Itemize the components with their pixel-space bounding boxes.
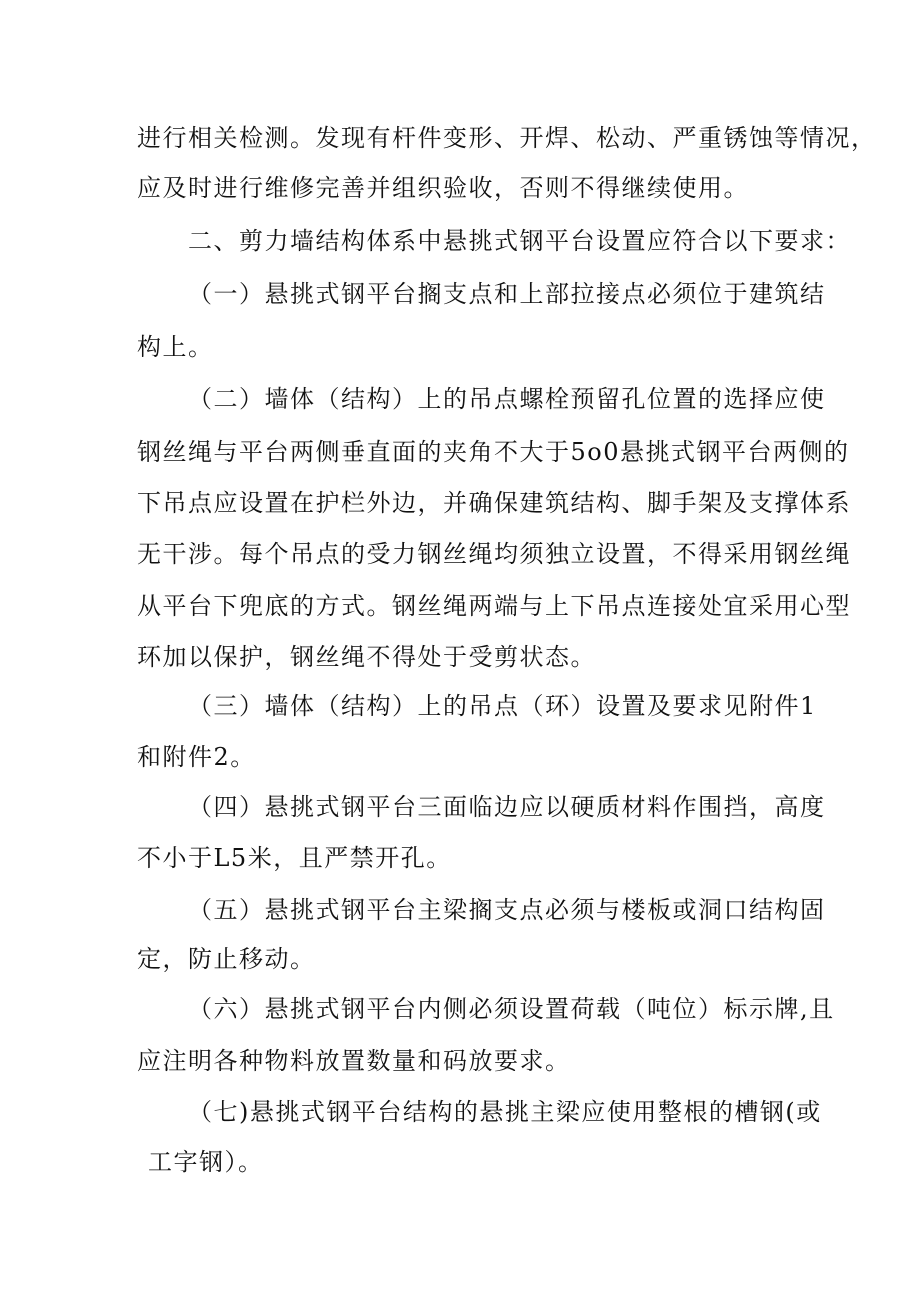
text-line-17: 定，防止移动。 (137, 945, 316, 973)
text-line-9: 无干涉。每个吊点的受力钢丝绳均须独立设置，不得采用钢丝绳 (137, 540, 851, 568)
text-line-11: 环加以保护，钢丝绳不得处于受剪状态。 (137, 643, 596, 671)
section-heading: 二、剪力墙结构体系中悬挑式钢平台设置应符合以下要求： (188, 227, 851, 255)
text-line-6: （二）墙体（结构）上的吊点螺栓预留孔位置的选择应使 (188, 385, 826, 413)
text-line-2: 应及时进行维修完善并组织验收，否则不得继续使用。 (137, 174, 749, 202)
text-line-4: （一）悬挑式钢平台搁支点和上部拉接点必须位于建筑结 (188, 280, 826, 308)
text-line-16: （五）悬挑式钢平台主梁搁支点必须与楼板或洞口结构固 (188, 896, 826, 924)
text-line-19: 应注明各种物料放置数量和码放要求。 (137, 1047, 571, 1075)
text-line-20: （七)悬挑式钢平台结构的悬挑主梁应使用整根的槽钢(或 (188, 1098, 822, 1126)
text-line-15: 不小于L5米，且严禁开孔。 (137, 844, 452, 872)
text-line-5: 构上。 (137, 333, 214, 361)
text-line-12: （三）墙体（结构）上的吊点（环）设置及要求见附件1 (188, 692, 817, 720)
text-line-21: 工字钢）。 (148, 1148, 264, 1176)
text-line-18: （六）悬挑式钢平台内侧必须设置荷载（吨位）标示牌,且 (188, 995, 835, 1023)
text-line-10: 从平台下兜底的方式。钢丝绳两端与上下吊点连接处宜采用心型 (137, 592, 851, 620)
text-line-8: 下吊点应设置在护栏外边，并确保建筑结构、脚手架及支撑体系 (137, 489, 851, 517)
text-line-7: 钢丝绳与平台两侧垂直面的夹角不大于5o0悬挑式钢平台两侧的 (137, 438, 850, 466)
text-line-13: 和附件2。 (137, 743, 256, 771)
text-line-14: （四）悬挑式钢平台三面临边应以硬质材料作围挡，高度 (188, 793, 826, 821)
text-line-1: 进行相关检测。发现有杆件变形、开焊、松动、严重锈蚀等情况， (137, 124, 877, 152)
